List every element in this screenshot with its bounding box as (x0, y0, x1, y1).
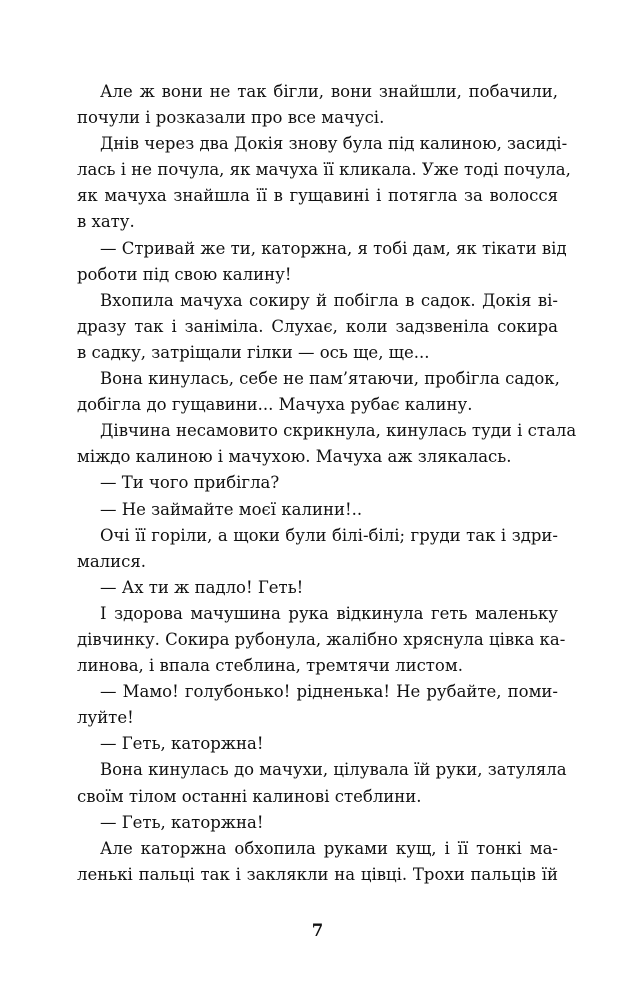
text-line: міждо калиною і мачухою. Мачуха аж злякалась. (77, 447, 512, 467)
text-line: луйте! (77, 708, 134, 728)
text-line: ленькі пальці так і заклякли на цівці. Трохи пальців їй (77, 864, 558, 884)
text-line: — Мамо! голубонько! рідненька! Не рубайте, поми- (100, 682, 558, 702)
text-line: — Стривай же ти, каторжна, я тобі дам, як тікати від (100, 238, 567, 258)
text-line: добігла до гущавини... Мачуха рубає калину. (77, 395, 473, 415)
body-text (77, 79, 577, 888)
text-line: — Не займайте моєї калини!.. (100, 499, 363, 519)
text-line: роботи під свою калину! (77, 264, 292, 284)
text-line: Вхопила мачуха сокиру й побігла в садок. Докія ві- (100, 290, 558, 310)
text-line: лась і не почула, як мачуха її кликала. Уже тоді почула, (77, 160, 571, 180)
text-line: в садку, затріщали гілки — ось ще, ще... (77, 342, 430, 362)
text-line: линова, і впала стеблина, тремтячи листом. (77, 656, 463, 676)
text-line: Днів через два Докія знову була під калиною, засиді- (100, 134, 568, 154)
text-line: своїм тілом останні калинові стеблини. (77, 786, 422, 806)
text-line: — Геть, каторжна! (100, 734, 264, 754)
text-line: дразу так і заніміла. Слухає, коли задзвеніла сокира (77, 316, 558, 336)
text-line: — Геть, каторжна! (100, 812, 264, 832)
text-line: малися. (77, 551, 147, 571)
text-line: Вона кинулась, себе не пам’ятаючи, пробігла садок, (100, 369, 560, 389)
text-line: — Ти чого прибігла? (100, 473, 280, 493)
text-line: як мачуха знайшла її в гущавині і потягла за волосся (77, 186, 558, 206)
text-line: в хату. (77, 212, 135, 232)
text-line: дівчинку. Сокира рубонула, жалібно хряснула цівка ка- (77, 629, 566, 649)
text-line: Але каторжна обхопила руками кущ, і її тонкі ма- (100, 838, 558, 858)
text-line: — Ах ти ж падло! Геть! (100, 577, 304, 597)
text-line: Вона кинулась до мачухи, цілувала їй руки, затуляла (100, 760, 567, 780)
text-line: Але ж вони не так бігли, вони знайшли, побачили, (100, 82, 558, 101)
text-line: Очі її горіли, а щоки були білі-білі; груди так і здри- (100, 525, 558, 545)
text-line: почули і розказали про все мачусі. (77, 108, 385, 128)
text-line: І здорова мачушина рука відкинула геть маленьку (100, 603, 558, 623)
text-line: Дівчина несамовито скрикнула, кинулась туди і стала (100, 421, 577, 441)
page-number: 7 (311, 921, 324, 940)
